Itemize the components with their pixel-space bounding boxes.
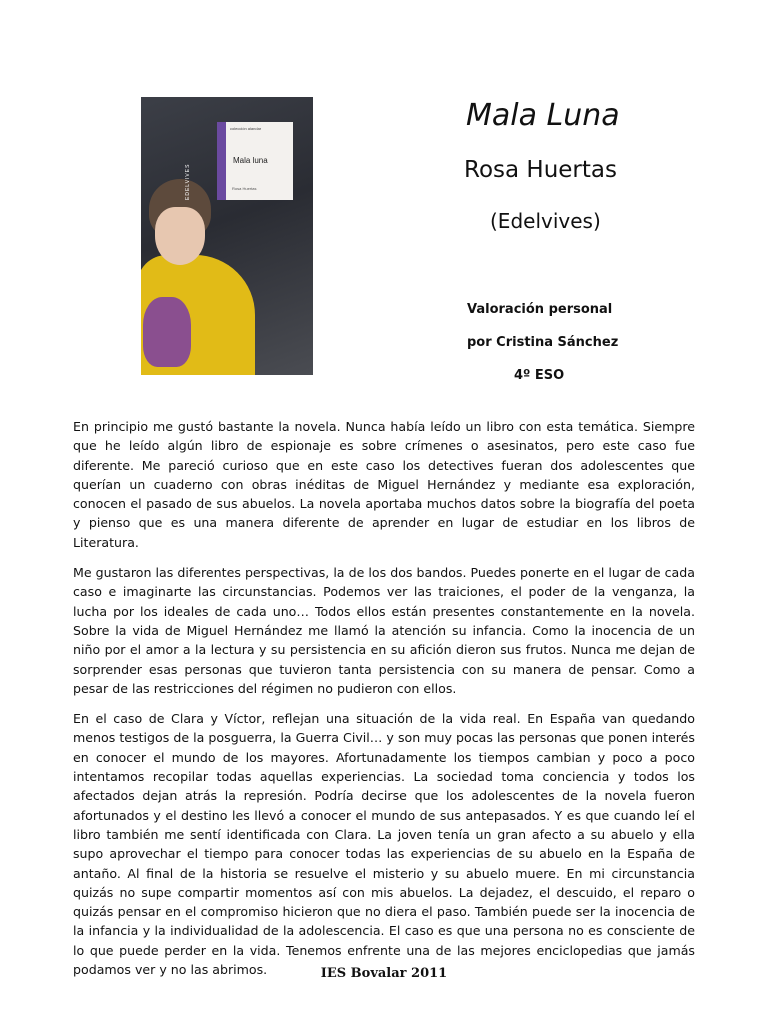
- review-body: [73, 417, 695, 990]
- book-title: Mala Luna: [466, 98, 620, 133]
- book-cover-image: [141, 97, 313, 375]
- cover-title: Mala luna: [233, 156, 268, 165]
- review-author: por Cristina Sánchez: [467, 335, 619, 350]
- cover-face: [155, 207, 205, 265]
- paragraph: Me gustaron las diferentes perspectivas, la de los dos bandos. Puedes ponerte en el lugar de cada caso e imaginarte las circunstancias. Podemos ver las traiciones, el poder de la venganza, la lucha por los ideales de cada uno… Todos ellos están presentes constantemente en la novela. Sobre la vida de Miguel Hernández me llamó la atención su infancia. Como la inocencia de un niño por el amor a la lectura y su persistencia en su afición dieron sus frutos. Nunca me dejan de sorprender esas personas que tuvieron tanta persistencia con su manera de pensar. Como a pesar de las restricciones del régimen no pudieron con ellos.: [73, 565, 695, 696]
- book-publisher: (Edelvives): [490, 209, 601, 233]
- paragraph: En principio me gustó bastante la novela. Nunca había leído un libro con esta temática. Siempre que he leído algún libro de espionaje es sobre crímenes o asesinatos, pero este caso fue diferente. Me pareció curioso que en este caso los detectives fueran dos adolescentes que querían un cuaderno con obras inéditas de Miguel Hernández y mediante esa exploración, conocen el pasado de sus abuelos. La novela aportaba muchos datos sobre la biografía del poeta y pienso que es una manera diferente de aprender en lugar de estudiar en los libros de Literatura.: [73, 419, 695, 550]
- review-heading: Valoración personal: [467, 302, 613, 317]
- cover-spine-text: EDELVIVES: [185, 163, 191, 200]
- cover-author: Rosa Huertas: [232, 186, 257, 191]
- cover-spine: [185, 122, 226, 200]
- footer: IES Bovalar 2011: [320, 966, 448, 981]
- book-author: Rosa Huertas: [464, 157, 617, 183]
- paragraph: En el caso de Clara y Víctor, reflejan una situación de la vida real. En España van quedando menos testigos de la posguerra, la Guerra Civil… y son muy pocas las personas que ponen interés en conocer el mundo de los mayores. Afortunadamente los tiempos cambian y poco a poco intentamos recopilar todas aquellas experiencias. La sociedad toma conciencia y todos los afectados dejan atrás la represión. Podría decirse que los adolescentes de la novela fueron afortunados y el destino les llevó a conocer el mundo de sus antepasados. Y es que cuando leí el libro también me sentí identificada con Clara. La joven tenía un gran afecto a su abuelo y ella supo aprovechar el tiempo para conocer todas las experiencias de su abuelo en la España de antaño. Al final de la historia se resuelve el misterio y su abuelo muere. En mi circunstancia quizás no supe compartir momentos así con mis abuelos. La dejadez, el descuido, el reparo o quizás pensar en el compromiso hicieron que no diera el paso. También puede ser la inocencia de la infancia y la individualidad de la adolescencia. El caso es que una persona no es consciente de lo que puede perder en la vida. Tenemos enfrente una de las mejores enciclopedias que jamás podamos ver y no las abrimos.: [73, 711, 695, 978]
- cover-shirt-print: [143, 297, 191, 367]
- cover-series: colección alandar: [230, 126, 262, 131]
- cover-title-panel: [226, 122, 293, 200]
- review-grade: 4º ESO: [514, 368, 565, 383]
